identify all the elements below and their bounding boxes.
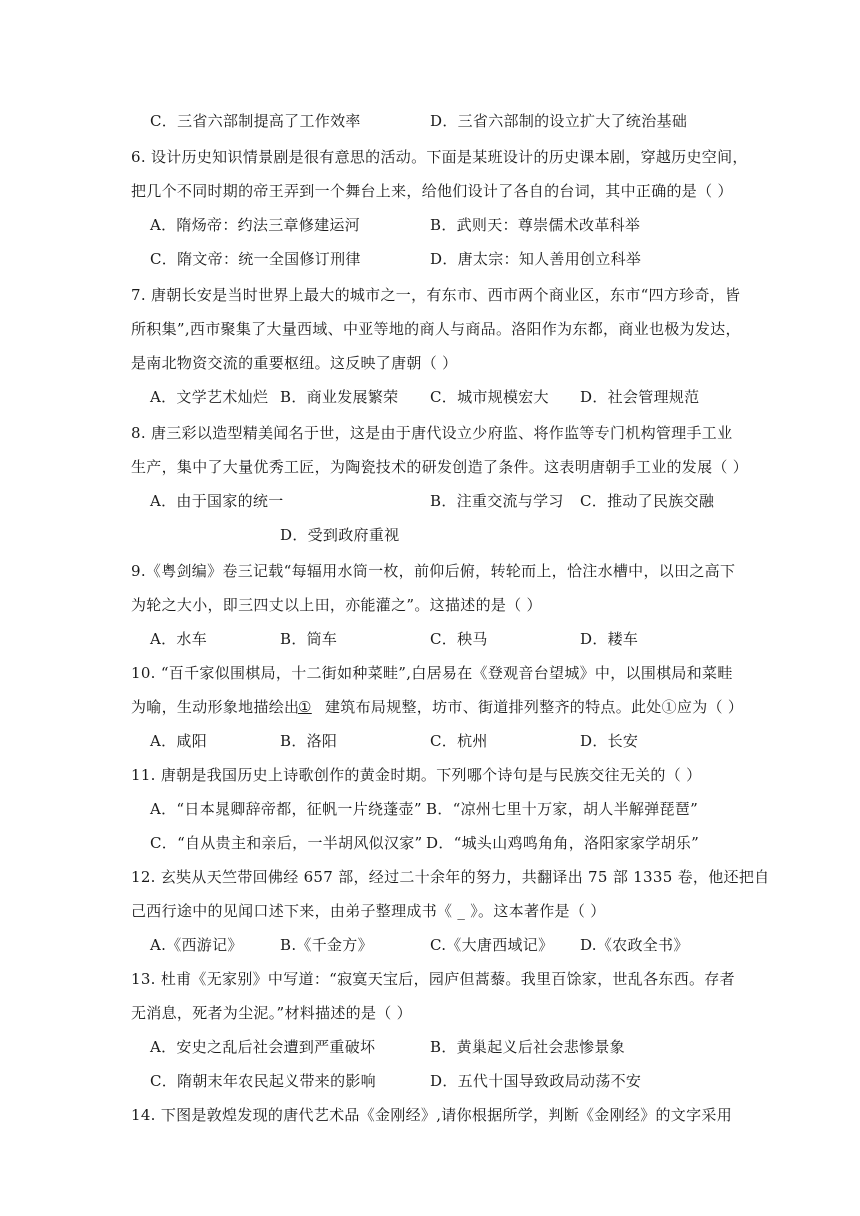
- question-text-line: 12. 玄奘从天竺带回佛经 657 部，经过二十余年的努力，共翻译出 75 部 1335 卷，他还把自: [131, 868, 770, 886]
- question-text-line: 为轮之大小，即三四丈以上田，亦能灌之”。这描述的是（ ）: [131, 596, 542, 614]
- option-text: A．水车: [150, 630, 208, 648]
- question-text-line: 把几个不同时期的帝王弄到一个舞台上来，给他们设计了各自的台词，其中正确的是（ ）: [131, 182, 733, 200]
- option-text: B．“凉州七里十万家，胡人半解弹琵琶”: [426, 800, 699, 818]
- option-text: D．三省六部制的设立扩大了统治基础: [430, 112, 688, 130]
- option-text: ①: [298, 698, 312, 716]
- option-text: C．“自从贵主和亲后，一半胡风似汉家”: [150, 834, 423, 852]
- option-text: B．洛阳: [280, 732, 338, 750]
- option-text: C．秧马: [430, 630, 488, 648]
- option-text: A．由于国家的统一: [150, 492, 284, 510]
- option-text: A．文学艺术灿烂: [150, 388, 269, 406]
- option-text: C．城市规模宏大: [430, 388, 549, 406]
- option-text: B.《千金方》: [280, 936, 373, 954]
- question-text-line: 无消息，死者为尘泥。”材料描述的是（ ）: [131, 1004, 412, 1022]
- question-text-line: 13. 杜甫《无家别》中写道：“寂寞天宝后，园庐但蒿藜。我里百馀家，世乱各东西。存者: [131, 970, 735, 988]
- option-text: D．五代十国导致政局动荡不安: [430, 1072, 642, 1090]
- option-text: C．推动了民族交融: [580, 492, 715, 510]
- question-text-line: 是南北物资交流的重要枢纽。这反映了唐朝（ ）: [131, 354, 458, 372]
- option-text: 建筑布局规整，坊市、街道排列整齐的特点。此处①应为（ ）: [325, 698, 744, 716]
- option-text: B．商业发展繁荣: [280, 388, 399, 406]
- option-text: D．耧车: [580, 630, 639, 648]
- option-text: A．“日本晁卿辞帝都，征帆一片绕蓬壶”: [150, 800, 422, 818]
- option-text: C．隋朝末年农民起义带来的影响: [150, 1072, 376, 1090]
- option-text: C．杭州: [430, 732, 488, 750]
- option-text: C.《大唐西域记》: [430, 936, 554, 954]
- option-text: B．武则天：尊崇儒术改革科举: [430, 216, 641, 234]
- question-text-line: 7. 唐朝长安是当时世界上最大的城市之一，有东市、西市两个商业区，东市“四方珍奇，皆: [131, 286, 741, 304]
- option-text: 为喻，生动形象地描绘出: [131, 698, 300, 716]
- option-text: A．咸阳: [150, 732, 208, 750]
- question-text-line: 己西行途中的见闻口述下来，由弟子整理成书《 _ 》。这本著作是（ ）: [131, 902, 606, 920]
- option-text: D．唐太宗：知人善用创立科举: [430, 250, 642, 268]
- option-text: D.《农政全书》: [580, 936, 689, 954]
- option-text: B．注重交流与学习: [430, 492, 564, 510]
- question-text-line: 10. “百千家似围棋局，十二街如种菜畦”,白居易在《登观音台望城》中，以围棋局和菜畦: [131, 664, 733, 682]
- option-text: A.《西游记》: [150, 936, 243, 954]
- option-text: D．社会管理规范: [580, 388, 700, 406]
- question-text-line: 9.《粤剑编》卷三记载“每辐用水筒一枚，前仰后俯，转轮而上，恰注水槽中，以田之高下: [131, 562, 736, 580]
- option-text: B．黄巢起义后社会悲惨景象: [430, 1038, 625, 1056]
- option-text: A．隋炀帝：约法三章修建运河: [150, 216, 361, 234]
- question-text-line: 6. 设计历史知识情景剧是很有意思的活动。下面是某班设计的历史课本剧，穿越历史空间，: [131, 148, 748, 166]
- question-text-line: D．受到政府重视: [280, 526, 400, 544]
- option-text: C．三省六部制提高了工作效率: [150, 112, 361, 130]
- option-text: D．“城头山鸡鸣角角，洛阳家家学胡乐”: [426, 834, 700, 852]
- question-text-line: 11. 唐朝是我国历史上诗歌创作的黄金时期。下列哪个诗句是与民族交往无关的（ ）: [131, 766, 702, 784]
- question-text-line: 生产，集中了大量优秀工匠，为陶瓷技术的研发创造了条件。这表明唐朝手工业的发展（ ）: [131, 458, 749, 476]
- option-text: A．安史之乱后社会遭到严重破坏: [150, 1038, 376, 1056]
- question-text-line: 8. 唐三彩以造型精美闻名于世，这是由于唐代设立少府监、将作监等专门机构管理手工业: [131, 424, 733, 442]
- question-text-line: 14. 下图是敦煌发现的唐代艺术品《金刚经》,请你根据所学，判断《金刚经》的文字采用: [131, 1106, 732, 1124]
- question-text-line: 所积集”,西市聚集了大量西域、中亚等地的商人与商品。洛阳作为东都，商业也极为发达，: [131, 320, 741, 338]
- option-text: D．长安: [580, 732, 639, 750]
- option-text: C．隋文帝：统一全国修订刑律: [150, 250, 361, 268]
- option-text: B．筒车: [280, 630, 338, 648]
